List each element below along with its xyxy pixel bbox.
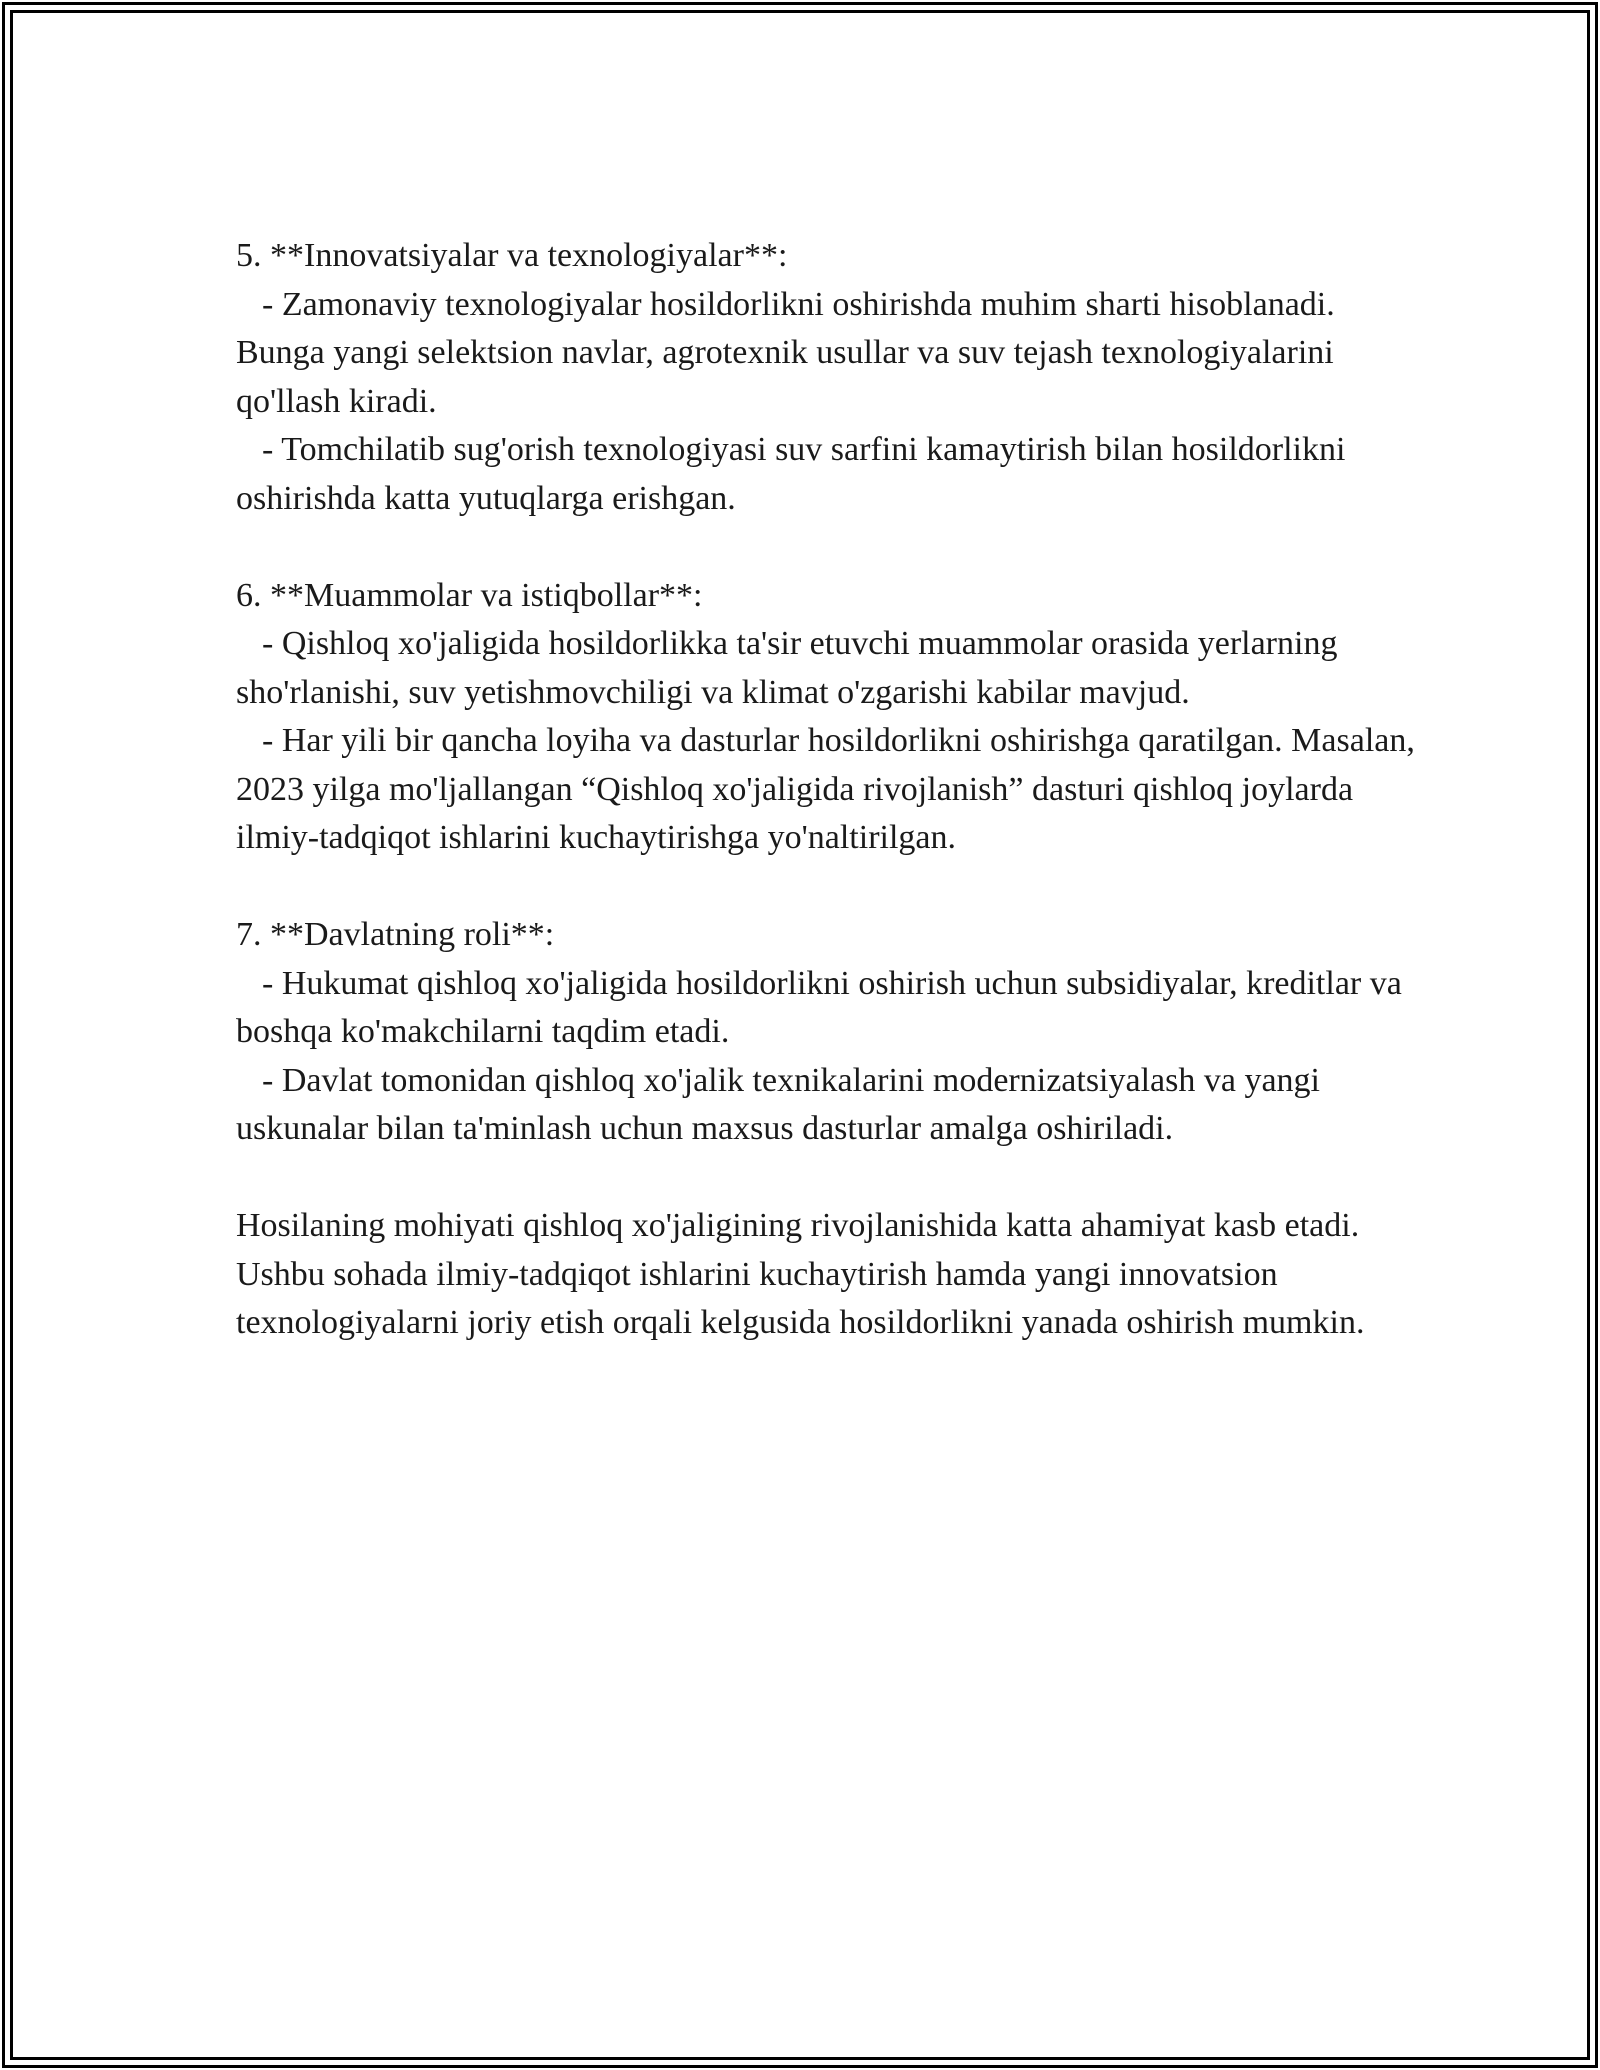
bullet-paragraph: - Tomchilatib sug'orish texnologiyasi suv sarfini kamaytirish bilan hosildorlikni oshirishda katta yutuqlarga erishgan. [236, 431, 1354, 517]
section-problems-prospects [236, 572, 1424, 863]
bullet-paragraph: - Hukumat qishloq xo'jaligida hosildorlikni oshirish uchun subsidiyalar, kreditlar va boshqa ko'makchilarni taqdim etadi. [236, 964, 1411, 1050]
paragraph-spacer [236, 523, 1416, 572]
section-heading: 5. **Innovatsiyalar va texnologiyalar**: [236, 237, 788, 274]
document-body [236, 232, 1424, 1348]
section-heading: 7. **Davlatning roli**: [236, 916, 555, 953]
section-innovations [236, 232, 1416, 523]
bullet-paragraph: - Davlat tomonidan qishloq xo'jalik texnikalarini modernizatsiyalash va yangi uskunalar bilan ta'minlash uchun maxsus dasturlar amalga oshiriladi. [236, 1061, 1329, 1147]
bullet-paragraph: - Zamonaviy texnologiyalar hosildorlikni oshirishda muhim sharti hisoblanadi. Bunga yangi selektsion navlar, agrotexnik usullar va suv tejash texnologiyalarini qo'llash kiradi. [236, 285, 1344, 420]
paragraph-spacer [236, 863, 1416, 912]
section-state-role [236, 911, 1416, 1154]
bullet-paragraph: - Qishloq xo'jaligida hosildorlikka ta'sir etuvchi muammolar orasida yerlarning sho'rlanishi, suv yetishmovchiligi va klimat o'zgarishi kabilar mavjud. [236, 625, 1346, 711]
section-heading: 6. **Muammolar va istiqbollar**: [236, 576, 703, 614]
bullet-paragraph: - Har yili bir qancha loyiha va dasturlar hosildorlikni oshirishga qaratilgan. Masalan, 2023 yilga mo'ljallangan “Qishloq xo'jaligida rivojlanish” dasturi qishloq joylarda ilmiy-tadqiqot ishlarini kuchaytirishga yo'naltirilgan. [236, 722, 1424, 856]
conclusion-paragraph: Hosilaning mohiyati qishloq xo'jaligining rivojlanishida katta ahamiyat kasb etadi. Ushbu sohada ilmiy-tadqiqot ishlarini kuchaytirish hamda yangi innovatsion texnologiyalarni joriy etish orqali kelgusida hosildorlikni yanada oshirish mumkin. [236, 1207, 1368, 1341]
paragraph-spacer [236, 1154, 1416, 1203]
